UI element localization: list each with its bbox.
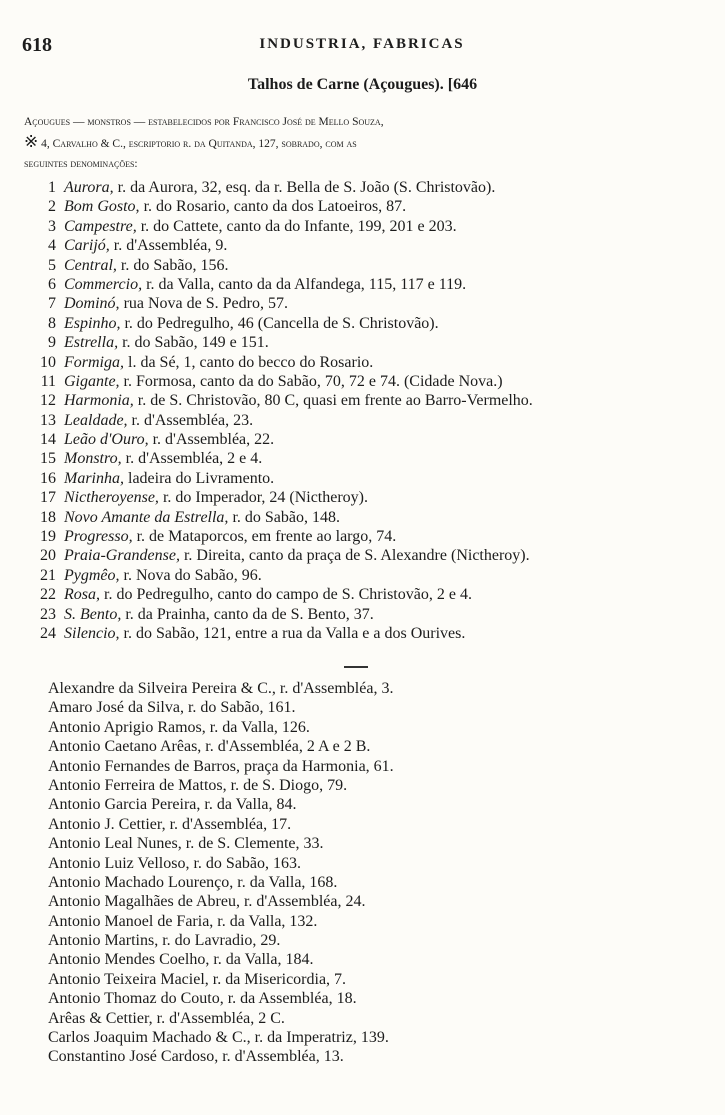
merchant-entry: Antonio Aprigio Ramos, r. da Valla, 126.: [48, 718, 310, 736]
shop-name: Commercio,: [64, 275, 143, 293]
list-item: [30, 566, 710, 585]
shop-address: r. do Sabão, 149 e 151.: [118, 334, 269, 352]
running-title: INDUSTRIA, FABRICAS: [259, 36, 465, 52]
list-item: [30, 178, 710, 197]
shop-name: Bom Gosto,: [64, 198, 140, 216]
merchant-list: [48, 679, 708, 1067]
merchant-entry: Antonio J. Cettier, r. d'Assembléa, 17.: [48, 815, 292, 833]
shop-address: ladeira do Livramento.: [124, 469, 275, 487]
shop-address: r. d'Assembléa, 23.: [127, 411, 254, 429]
shop-name: Nictheroyense,: [64, 489, 159, 507]
shop-name: Novo Amante da Estrella,: [64, 508, 229, 526]
item-number: 2: [48, 198, 56, 216]
intro-paragraph: [24, 112, 692, 174]
shop-address: r. de S. Christovão, 80 C, quasi em frente ao Barro-Vermelho.: [133, 392, 533, 410]
shop-address: r. de Mataporcos, em frente ao largo, 74.: [132, 528, 397, 546]
intro-line-3: seguintes denominações:: [24, 158, 138, 170]
shop-address: r. d'Assembléa, 9.: [109, 237, 228, 255]
merchant-entry: Alexandre da Silveira Pereira & C., r. d'Assembléa, 3.: [48, 680, 394, 697]
item-number: 14: [40, 431, 56, 449]
merchant-entry: Antonio Martins, r. do Lavradio, 29.: [48, 932, 281, 950]
merchant-entry: Antonio Machado Lourenço, r. da Valla, 168.: [48, 873, 338, 891]
shop-name: Central,: [64, 256, 117, 274]
page-header: [22, 34, 702, 58]
merchant-entry: Carlos Joaquim Machado & C., r. da Imperatriz, 139.: [48, 1029, 389, 1047]
item-number: 13: [40, 411, 56, 429]
intro-line-2: 4, Carvalho & C., escriptorio r. da Quitanda, 127, sobrado, com as: [38, 138, 357, 150]
list-item: [30, 508, 710, 527]
shop-address: r. da Prainha, canto da de S. Bento, 37.: [121, 605, 374, 623]
item-number: 10: [40, 353, 56, 371]
list-item: [30, 585, 710, 604]
item-number: 20: [40, 547, 56, 565]
shop-name: Estrella,: [64, 334, 119, 352]
merchant-entry: Antonio Ferreira de Mattos, r. de S. Diogo, 79.: [48, 776, 348, 794]
item-number: 12: [40, 392, 56, 410]
shop-address: r. do Sabão, 156.: [116, 256, 229, 274]
shop-name: Gigante,: [64, 372, 120, 390]
shop-name: Espinho,: [64, 314, 121, 332]
shop-name: Carijó,: [64, 237, 110, 255]
list-item: [30, 546, 710, 565]
shop-address: rua Nova de S. Pedro, 57.: [119, 295, 288, 313]
item-number: 8: [48, 314, 56, 332]
shop-address: r. d'Assembléa, 22.: [148, 431, 275, 449]
merchant-entry: Constantino José Cardoso, r. d'Assembléa, 13.: [48, 1048, 344, 1066]
shop-name: Harmonia,: [64, 392, 134, 410]
list-item: [30, 449, 710, 468]
shop-name: Formiga,: [64, 353, 124, 371]
item-number: 18: [40, 508, 56, 526]
merchant-entry: Antonio Caetano Arêas, r. d'Assembléa, 2 A e 2 B.: [48, 738, 371, 756]
list-item: [30, 294, 710, 313]
list-item: [30, 411, 710, 430]
shop-name: Pygmêo,: [64, 566, 120, 584]
reference-symbol: ※: [24, 132, 39, 151]
shop-name: Rosa,: [64, 586, 100, 604]
merchant-entry: Antonio Thomaz do Couto, r. da Assembléa, 18.: [48, 990, 357, 1008]
shop-address: r. da Aurora, 32, esq. da r. Bella de S. João (S. Christovão).: [113, 179, 496, 196]
shop-address: r. do Cattete, canto da do Infante, 199, 201 e 203.: [136, 217, 457, 235]
intro-line-1: Açougues — monstros — estabelecidos por Francisco José de Mello Souza,: [24, 116, 384, 128]
shop-name: Marinha,: [64, 469, 124, 487]
list-item: [30, 256, 710, 275]
shop-address: r. da Valla, canto da da Alfandega, 115, 117 e 119.: [142, 275, 467, 293]
section-title: Talhos de Carne (Açougues). [646: [247, 76, 478, 93]
shop-address: r. Direita, canto da praça de S. Alexandre (Nictheroy).: [179, 547, 530, 565]
merchant-entry: Antonio Luiz Velloso, r. do Sabão, 163.: [48, 854, 302, 872]
shop-address: l. da Sé, 1, canto do becco do Rosario.: [124, 353, 374, 371]
item-number: 7: [48, 295, 56, 313]
shop-name: Monstro,: [64, 450, 122, 468]
item-number: 23: [40, 605, 56, 623]
list-item: [30, 605, 710, 624]
shop-address: r. do Rosario, canto da dos Latoeiros, 87.: [139, 198, 407, 216]
divider: [344, 666, 368, 668]
item-number: 6: [48, 275, 56, 293]
item-number: 11: [40, 372, 56, 390]
merchant-entry: Arêas & Cettier, r. d'Assembléa, 2 C.: [48, 1009, 285, 1027]
shop-address: r. do Pedregulho, 46 (Cancella de S. Christovão).: [120, 314, 439, 332]
list-item: [30, 624, 710, 643]
merchant-entry: Antonio Mendes Coelho, r. da Valla, 184.: [48, 951, 314, 969]
list-item: [30, 217, 710, 236]
shop-name: Dominó,: [64, 295, 120, 313]
list-item: [30, 314, 710, 333]
item-number: 19: [40, 528, 56, 546]
shop-name: Aurora,: [64, 179, 114, 196]
shop-address: r. do Sabão, 148.: [228, 508, 340, 526]
merchant-entry: Antonio Garcia Pereira, r. da Valla, 84.: [48, 796, 297, 814]
list-item: [30, 353, 710, 372]
merchant-entry: Amaro José da Silva, r. do Sabão, 161.: [48, 699, 296, 717]
item-number: 17: [40, 489, 56, 507]
list-item: [30, 275, 710, 294]
butcher-shop-list: [30, 178, 710, 643]
list-item: [30, 372, 710, 391]
item-number: 22: [40, 586, 56, 604]
shop-address: r. Nova do Sabão, 96.: [119, 566, 262, 584]
merchant-entry: Antonio Fernandes de Barros, praça da Harmonia, 61.: [48, 757, 394, 775]
shop-name: Progresso,: [64, 528, 133, 546]
list-item: [30, 333, 710, 352]
shop-address: r. do Pedregulho, canto do campo de S. Christovão, 2 e 4.: [100, 586, 472, 604]
item-number: 1: [48, 179, 56, 196]
shop-name: Praia-Grandense,: [64, 547, 180, 565]
list-item: [30, 469, 710, 488]
list-item: [30, 527, 710, 546]
item-number: 21: [40, 566, 56, 584]
shop-name: Leão d'Ouro,: [64, 431, 149, 449]
list-item: [30, 391, 710, 410]
list-item: [30, 197, 710, 216]
item-number: 9: [48, 334, 56, 352]
shop-address: r. d'Assembléa, 2 e 4.: [121, 450, 263, 468]
shop-name: Lealdade,: [64, 411, 128, 429]
shop-address: r. Formosa, canto da do Sabão, 70, 72 e 74. (Cidade Nova.): [119, 372, 503, 390]
list-item: [30, 236, 710, 255]
merchant-entry: Antonio Leal Nunes, r. de S. Clemente, 33.: [48, 835, 324, 853]
shop-name: S. Bento,: [64, 605, 122, 623]
item-number: 16: [40, 469, 56, 487]
list-item: [30, 430, 710, 449]
item-number: 15: [40, 450, 56, 468]
shop-address: r. do Sabão, 121, entre a rua da Valla e a dos Ourives.: [119, 624, 466, 642]
shop-name: Campestre,: [64, 217, 137, 235]
shop-name: Silencio,: [64, 624, 120, 642]
item-number: 4: [48, 237, 56, 255]
item-number: 5: [48, 256, 56, 274]
merchant-entry: Antonio Manoel de Faria, r. da Valla, 132.: [48, 912, 318, 930]
item-number: 3: [48, 217, 56, 235]
page-number: 618: [22, 34, 52, 56]
item-number: 24: [40, 624, 56, 642]
list-item: [30, 488, 710, 507]
merchant-entry: Antonio Magalhães de Abreu, r. d'Assembléa, 24.: [48, 893, 366, 911]
shop-address: r. do Imperador, 24 (Nictheroy).: [158, 489, 369, 507]
merchant-entry: Antonio Teixeira Maciel, r. da Misericordia, 7.: [48, 970, 347, 988]
